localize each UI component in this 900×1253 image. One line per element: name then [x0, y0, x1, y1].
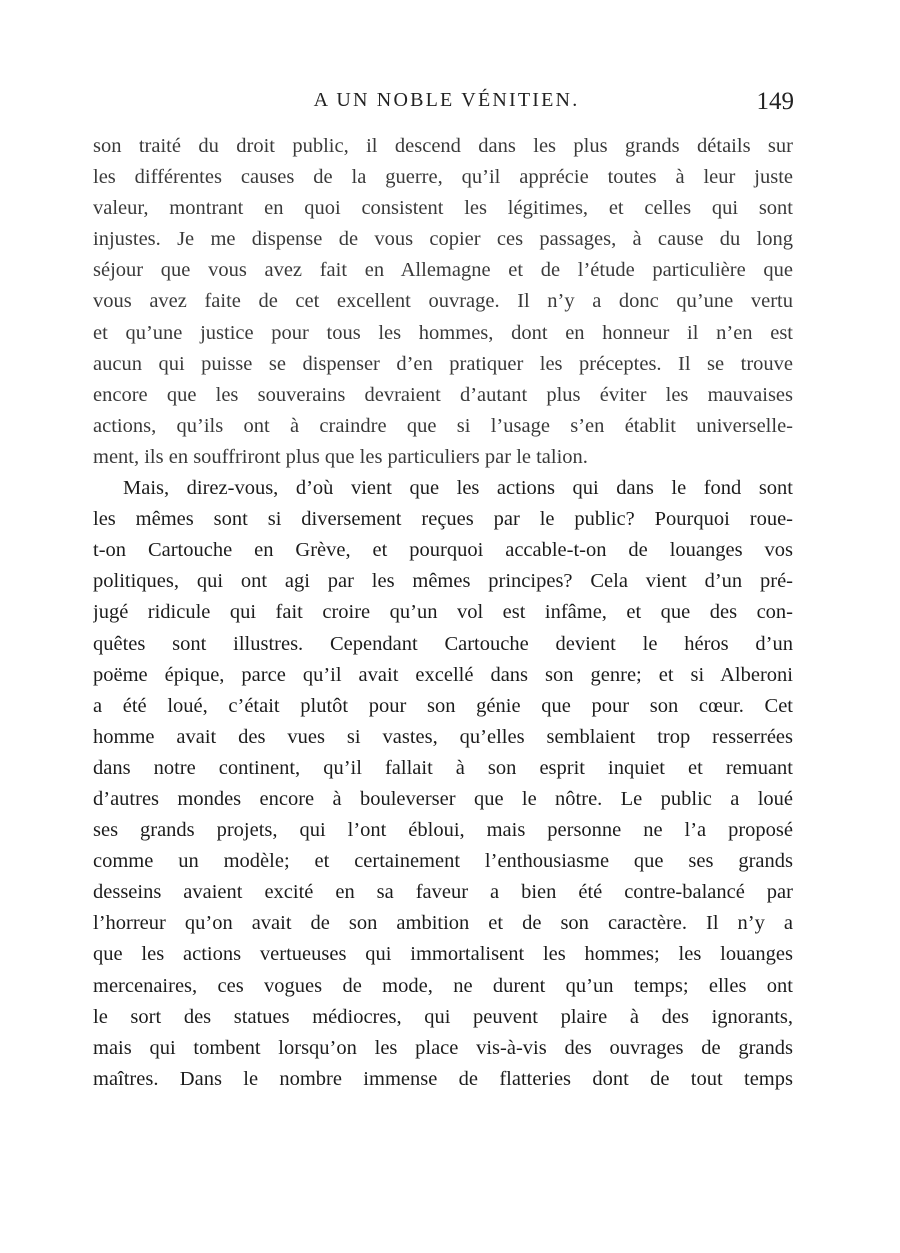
text-line: aucun qui puisse se dispenser d’en pratiquer les préceptes. Il se trouve	[93, 352, 793, 375]
text-line: a été loué, c’était plutôt pour son génie que pour son cœur. Cet	[93, 694, 793, 717]
text-line: ses grands projets, qui l’ont ébloui, mais personne ne l’a proposé	[93, 819, 793, 842]
paragraph-first-line: Mais, direz-vous, d’où vient que les actions qui dans le fond sont	[123, 477, 793, 500]
text-line: quêtes sont illustres. Cependant Cartouche devient le héros d’un	[93, 632, 793, 655]
text-line: les mêmes sont si diversement reçues par le public? Pourquoi roue-	[93, 508, 793, 531]
text-line: le sort des statues médiocres, qui peuvent plaire à des ignorants,	[93, 1005, 793, 1028]
text-line: injustes. Je me dispense de vous copier ces passages, à cause du long	[93, 228, 793, 251]
text-line: homme avait des vues si vastes, qu’elles semblaient trop resserrées	[93, 725, 793, 748]
text-line: actions, qu’ils ont à craindre que si l’usage s’en établit universelle-	[93, 414, 793, 437]
text-line: vous avez faite de cet excellent ouvrage. Il n’y a donc qu’une vertu	[93, 290, 793, 313]
text-line: séjour que vous avez fait en Allemagne et de l’étude particulière que	[93, 259, 793, 282]
paragraph-end-line: ment, ils en souffriront plus que les particuliers par le talion.	[93, 445, 588, 468]
text-line: poëme épique, parce qu’il avait excellé dans son genre; et si Alberoni	[93, 663, 793, 686]
text-line: dans notre continent, qu’il fallait à son esprit inquiet et remuant	[93, 756, 793, 779]
text-line: maîtres. Dans le nombre immense de flatteries dont de tout temps	[93, 1067, 793, 1090]
running-head	[93, 84, 800, 116]
text-line: t-on Cartouche en Grève, et pourquoi accable-t-on de louanges vos	[93, 539, 793, 562]
text-line: son traité du droit public, il descend dans les plus grands détails sur	[93, 135, 793, 157]
text-line: encore que les souverains devraient d’autant plus éviter les mauvaises	[93, 383, 793, 406]
page-number: 149	[756, 88, 794, 115]
text-line: d’autres mondes encore à bouleverser que le nôtre. Le public a loué	[93, 787, 793, 810]
text-line: jugé ridicule qui fait croire qu’un vol est infâme, et que des con-	[93, 601, 793, 624]
text-line: et qu’une justice pour tous les hommes, dont en honneur il n’en est	[93, 321, 793, 344]
body-text	[93, 131, 793, 1095]
text-line: mais qui tombent lorsqu’on les place vis-à-vis des ouvrages de grands	[93, 1036, 793, 1059]
text-line: desseins avaient excité en sa faveur a bien été contre-balancé par	[93, 881, 793, 904]
text-line: que les actions vertueuses qui immortalisent les hommes; les louanges	[93, 943, 793, 966]
text-line: comme un modèle; et certainement l’enthousiasme que ses grands	[93, 850, 793, 873]
running-title: A UN NOBLE VÉNITIEN.	[313, 89, 580, 111]
text-line: les différentes causes de la guerre, qu’il apprécie toutes à leur juste	[93, 166, 793, 189]
text-line: politiques, qui ont agi par les mêmes principes? Cela vient d’un pré-	[93, 570, 793, 593]
text-line: valeur, montrant en quoi consistent les légitimes, et celles qui sont	[93, 197, 793, 220]
text-line: l’horreur qu’on avait de son ambition et de son caractère. Il n’y a	[93, 912, 793, 935]
text-line: mercenaires, ces vogues de mode, ne durent qu’un temps; elles ont	[93, 974, 793, 997]
